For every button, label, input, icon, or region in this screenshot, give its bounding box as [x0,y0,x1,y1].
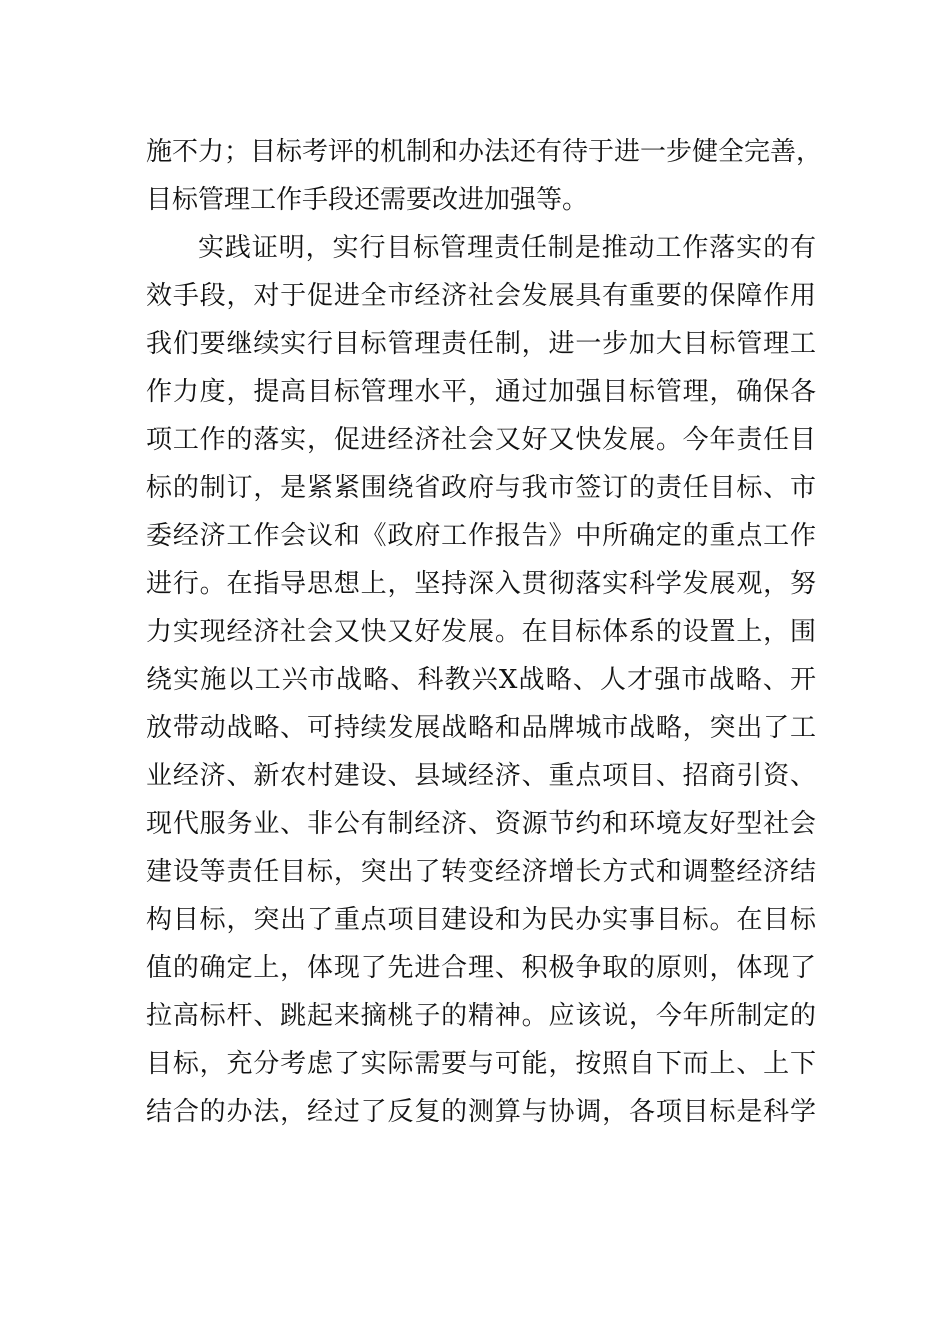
text-line: 标的制订，是紧紧围绕省政府与我市签订的责任目标、市 [146,473,816,503]
text-line: 现代服务业、非公有制经济、资源节约和环境友好型社会 [146,809,816,839]
text-line: 作力度，提高目标管理水平，通过加强目标管理，确保各 [146,377,816,407]
text-line: 目标，充分考虑了实际需要与可能，按照自下而上、上下 [146,1049,816,1079]
text-line: 结合的办法，经过了反复的测算与协调，各项目标是科学 [146,1097,816,1127]
text-line: 施不力；目标考评的机制和办法还有待于进一步健全完善， [146,137,823,167]
text-line: 目标管理工作手段还需要改进加强等。 [146,185,589,215]
text-line: 力实现经济社会又快又好发展。在目标体系的设置上，围 [146,617,816,647]
text-line: 效手段，对于促进全市经济社会发展具有重要的保障作用 [146,281,816,311]
text-line: 放带动战略、可持续发展战略和品牌城市战略，突出了工 [146,713,816,743]
text-line: 进行。在指导思想上，坚持深入贯彻落实科学发展观，努 [146,569,816,599]
text-line: 构目标，突出了重点项目建设和为民办实事目标。在目标 [146,905,816,935]
text-line: 建设等责任目标，突出了转变经济增长方式和调整经济结 [146,857,816,887]
paragraph-first-line: 实践证明，实行目标管理责任制是推动工作落实的有 [198,233,816,263]
text-line: 拉高标杆、跳起来摘桃子的精神。应该说，今年所制定的 [146,1001,816,1031]
text-line: 委经济工作会议和《政府工作报告》中所确定的重点工作 [146,521,816,551]
text-line: 业经济、新农村建设、县域经济、重点项目、招商引资、 [146,761,816,791]
document-body [146,128,823,1136]
text-line: 绕实施以工兴市战略、科教兴X战略、人才强市战略、开 [146,665,816,695]
text-line: 项工作的落实，促进经济社会又好又快发展。今年责任目 [146,425,816,455]
text-line: 我们要继续实行目标管理责任制，进一步加大目标管理工 [146,329,816,359]
text-line: 值的确定上，体现了先进合理、积极争取的原则，体现了 [146,953,816,983]
